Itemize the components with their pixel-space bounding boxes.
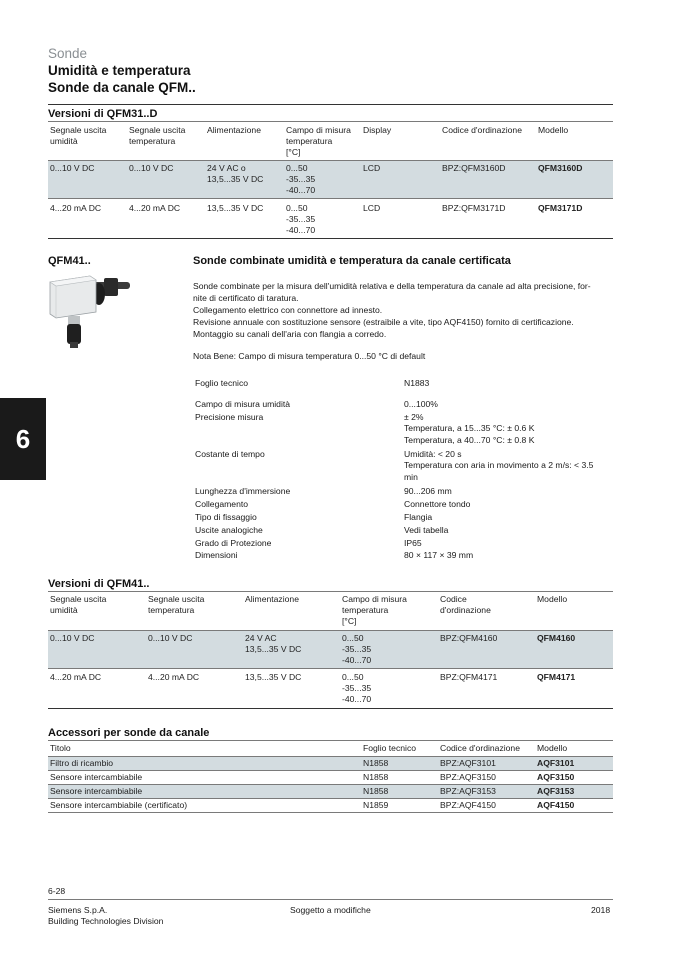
column-header: Alimentazione [245,594,299,604]
spec-value: N1883 [404,378,430,388]
category-label: Sonde [48,46,88,61]
product-code: QFM41.. [48,255,91,267]
table-cell: 0...10 V DC [129,163,174,173]
spec-value: 90...206 mm [404,486,452,496]
column-header: Foglio tecnico [363,743,417,753]
product-note: Nota Bene: Campo di misura temperatura 0...50 °C di default [193,351,426,361]
description-line: Revisione annuale con sostituzione sensore (estraibile a vite, tipo AQF4150) fornito di certificazione. [193,317,574,327]
column-header: Codice d'ordinazione [440,743,520,753]
table3-title-rule [48,740,613,741]
table-cell: BPZ:QFM3171D [442,203,506,213]
table1-title-rule [48,121,613,122]
page-subtitle: Sonde da canale QFM.. [48,80,196,95]
table-cell: AQF3150 [537,772,575,782]
table-cell: 24 V AC o 13,5...35 V DC [207,163,264,185]
spec-label: Tipo di fissaggio [195,512,257,522]
spec-value: ± 2% Temperatura, a 15...35 °C: ± 0.6 K Temperatura, a 40...70 °C: ± 0.8 K [404,412,535,445]
table1-title: Versioni di QFM31..D [48,108,158,120]
column-header: Modello [538,125,569,135]
spec-label: Costante di tempo [195,449,265,459]
column-header: Titolo [50,743,71,753]
spec-label: Dimensioni [195,550,238,560]
table-cell: QFM3160D [538,163,583,173]
description-line: Montaggio su canali dell'aria con flangia a corredo. [193,329,387,339]
footer-division: Building Technologies Division [48,916,164,926]
table-cell: LCD [363,163,381,173]
table-cell: QFM4171 [537,672,576,682]
table-rule [48,798,613,799]
table-cell: QFM4160 [537,633,576,643]
column-header: Campo di misura temperatura [°C] [286,125,351,158]
table-cell: 4...20 mA DC [129,203,181,213]
table-cell: 13,5...35 V DC [245,672,302,682]
table-cell: 24 V AC 13,5...35 V DC [245,633,302,655]
product-description [193,280,613,340]
table2-bottom-rule [48,708,613,709]
table-rule [48,812,613,813]
column-header: Alimentazione [207,125,261,135]
table-cell: BPZ:AQF4150 [440,800,496,810]
description-line: Sonde combinate per la misura dell'umidità relativa e della temperatura da canale ad alta precisione, for- [193,281,591,291]
table-cell: Sensore intercambiabile (certificato) [50,800,188,810]
column-header: Display [363,125,392,135]
table-cell: Sensore intercambiabile [50,786,143,796]
sensor-image [46,268,132,354]
table-cell: 0...50 -35...35 -40...70 [342,633,372,666]
table-cell: 0...10 V DC [50,163,95,173]
column-header: Campo di misura temperatura [°C] [342,594,407,627]
table-cell: BPZ:QFM4160 [440,633,498,643]
table-cell: BPZ:AQF3153 [440,786,496,796]
footer-company: Siemens S.p.A. [48,905,108,915]
spec-value: 80 × 117 × 39 mm [404,550,474,560]
table-cell: Sensore intercambiabile [50,772,143,782]
description-line: Collegamento elettrico con connettore ad innesto. [193,305,383,315]
table-rule [48,160,613,161]
table-cell: 0...50 -35...35 -40...70 [286,163,316,196]
column-header: Modello [537,743,568,753]
product-title: Sonde combinate umidità e temperatura da canale certificata [193,255,511,267]
table-cell: BPZ:QFM3160D [442,163,506,173]
spec-label: Grado di Protezione [195,538,272,548]
page-title: Umidità e temperatura [48,63,191,78]
table-cell: BPZ:AQF3101 [440,758,496,768]
table-cell: AQF4150 [537,800,575,810]
page-number: 6-28 [48,886,66,896]
column-header: Modello [537,594,568,604]
table-cell: N1858 [363,772,389,782]
spec-label: Collegamento [195,499,249,509]
table-cell: BPZ:QFM4171 [440,672,498,682]
column-header: Segnale uscita temperatura [148,594,205,616]
table-cell: N1859 [363,800,389,810]
table-cell: AQF3153 [537,786,575,796]
table-cell: 0...50 -35...35 -40...70 [342,672,372,705]
table-cell: 4...20 mA DC [50,672,102,682]
column-header: Codice d'ordinazione [442,125,522,135]
table-cell: 4...20 mA DC [148,672,200,682]
table-cell: AQF3101 [537,758,575,768]
table3-title: Accessori per sonde da canale [48,727,210,739]
table-rule [48,630,613,631]
table-cell: 0...10 V DC [50,633,95,643]
spec-value: Connettore tondo [404,499,471,509]
spec-label: Lunghezza d'immersione [195,486,291,496]
table-cell: N1858 [363,786,389,796]
table-rule [48,198,613,199]
row-band [48,757,613,770]
spec-value: Flangia [404,512,433,522]
table2-title: Versioni di QFM41.. [48,578,150,590]
table-cell: 0...10 V DC [148,633,193,643]
table-cell: BPZ:AQF3150 [440,772,496,782]
spec-value: IP65 [404,538,422,548]
table-cell: QFM3171D [538,203,583,213]
table-rule [48,770,613,771]
spec-label: Foglio tecnico [195,378,249,388]
description-line: nite di certificato di taratura. [193,293,299,303]
spec-label: Precisione misura [195,412,264,422]
table-cell: 4...20 mA DC [50,203,102,213]
spec-value: Umidità: < 20 s Temperatura con aria in movimento a 2 m/s: < 3.5 min [404,449,594,482]
spec-label: Campo di misura umidità [195,399,291,409]
column-header: Segnale uscita umidità [50,125,107,147]
column-header: Segnale uscita umidità [50,594,107,616]
table-cell: N1858 [363,758,389,768]
table-rule [48,668,613,669]
column-header: Codice d'ordinazione [440,594,491,616]
spec-label: Uscite analogiche [195,525,263,535]
spec-value: Vedi tabella [404,525,449,535]
table1-bottom-rule [48,238,613,239]
table-cell: LCD [363,203,381,213]
footer-note: Soggetto a modifiche [290,905,371,915]
footer-rule [48,899,613,900]
table1-top-rule [48,104,613,105]
section-tab: 6 [0,398,46,480]
table-cell: 0...50 -35...35 -40...70 [286,203,316,236]
table-cell: 13,5...35 V DC [207,203,264,213]
table-cell: Filtro di ricambio [50,758,114,768]
column-header: Segnale uscita temperatura [129,125,186,147]
footer-year: 2018 [591,905,611,915]
spec-value: 0...100% [404,399,438,409]
table2-title-rule [48,591,613,592]
